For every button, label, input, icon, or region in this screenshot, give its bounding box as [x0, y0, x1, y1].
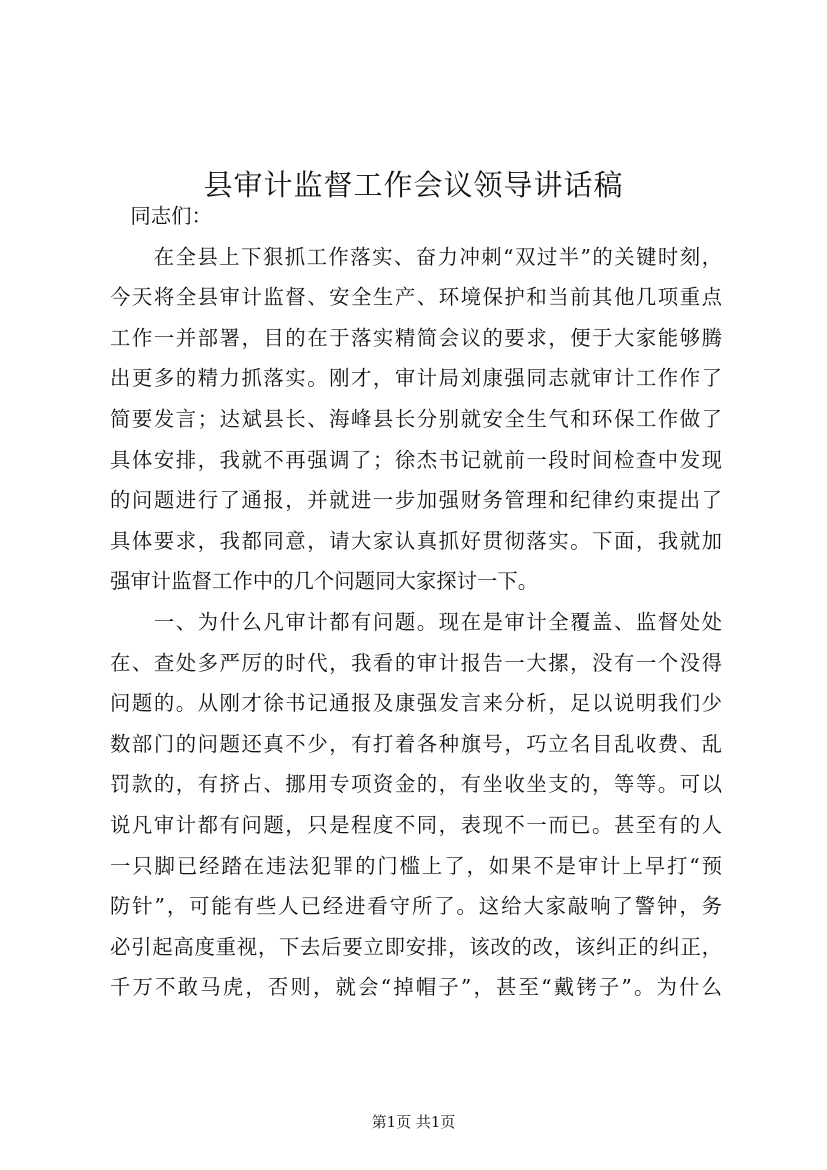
body-line: 在全县上下狠抓工作落实、奋力冲刺“双过半”的关键时刻，: [110, 244, 722, 269]
body-line: 强审计监督工作中的几个问题同大家探讨一下。: [110, 569, 539, 594]
body-line: 在、查处多严厉的时代，我看的审计报告一大摞，没有一个没得: [110, 650, 722, 675]
document-title: 县审计监督工作会议领导讲话稿: [203, 168, 624, 203]
body-line: 千万不敢马虎，否则，就会“掉帽子”，甚至“戴铐子”。为什么: [110, 975, 722, 1000]
body-line: 具体要求，我都同意，请大家认真抓好贯彻落实。下面，我就加: [110, 528, 722, 553]
body-line: 一、为什么凡审计都有问题。现在是审计全覆盖、监督处处: [110, 609, 722, 634]
body-line: 必引起高度重视，下去后要立即安排，该改的改，该纠正的纠正，: [110, 934, 722, 959]
body-line: 出更多的精力抓落实。刚才，审计局刘康强同志就审计工作作了: [110, 366, 722, 391]
body-line: 今天将全县审计监督、安全生产、环境保护和当前其他几项重点: [110, 285, 722, 310]
page-footer: 第1页 共1页: [371, 1113, 456, 1131]
salutation-line: 同志们：: [110, 204, 212, 228]
body-line: 说凡审计都有问题，只是程度不同，表现不一而已。甚至有的人: [110, 812, 722, 837]
body-line: 防针”，可能有些人已经进看守所了。这给大家敲响了警钟，务: [110, 894, 722, 919]
body-line: 一只脚已经踏在违法犯罪的门槛上了，如果不是审计上早打“预: [110, 853, 722, 878]
body-line: 具体安排，我就不再强调了；徐杰书记就前一段时间检查中发现: [110, 447, 722, 472]
document-body: [110, 196, 722, 1008]
body-line: 的问题进行了通报，并就进一步加强财务管理和纪律约束提出了: [110, 488, 722, 513]
body-line: 问题的。从刚才徐书记通报及康强发言来分析，足以说明我们少: [110, 691, 722, 716]
body-line: 数部门的问题还真不少，有打着各种旗号，巧立名目乱收费、乱: [110, 731, 722, 756]
body-line: 罚款的，有挤占、挪用专项资金的，有坐收坐支的，等等。可以: [110, 772, 722, 797]
body-line: 简要发言；达斌县长、海峰县长分别就安全生气和环保工作做了: [110, 406, 722, 431]
body-line: 工作一并部署，目的在于落实精简会议的要求，便于大家能够腾: [110, 325, 722, 350]
